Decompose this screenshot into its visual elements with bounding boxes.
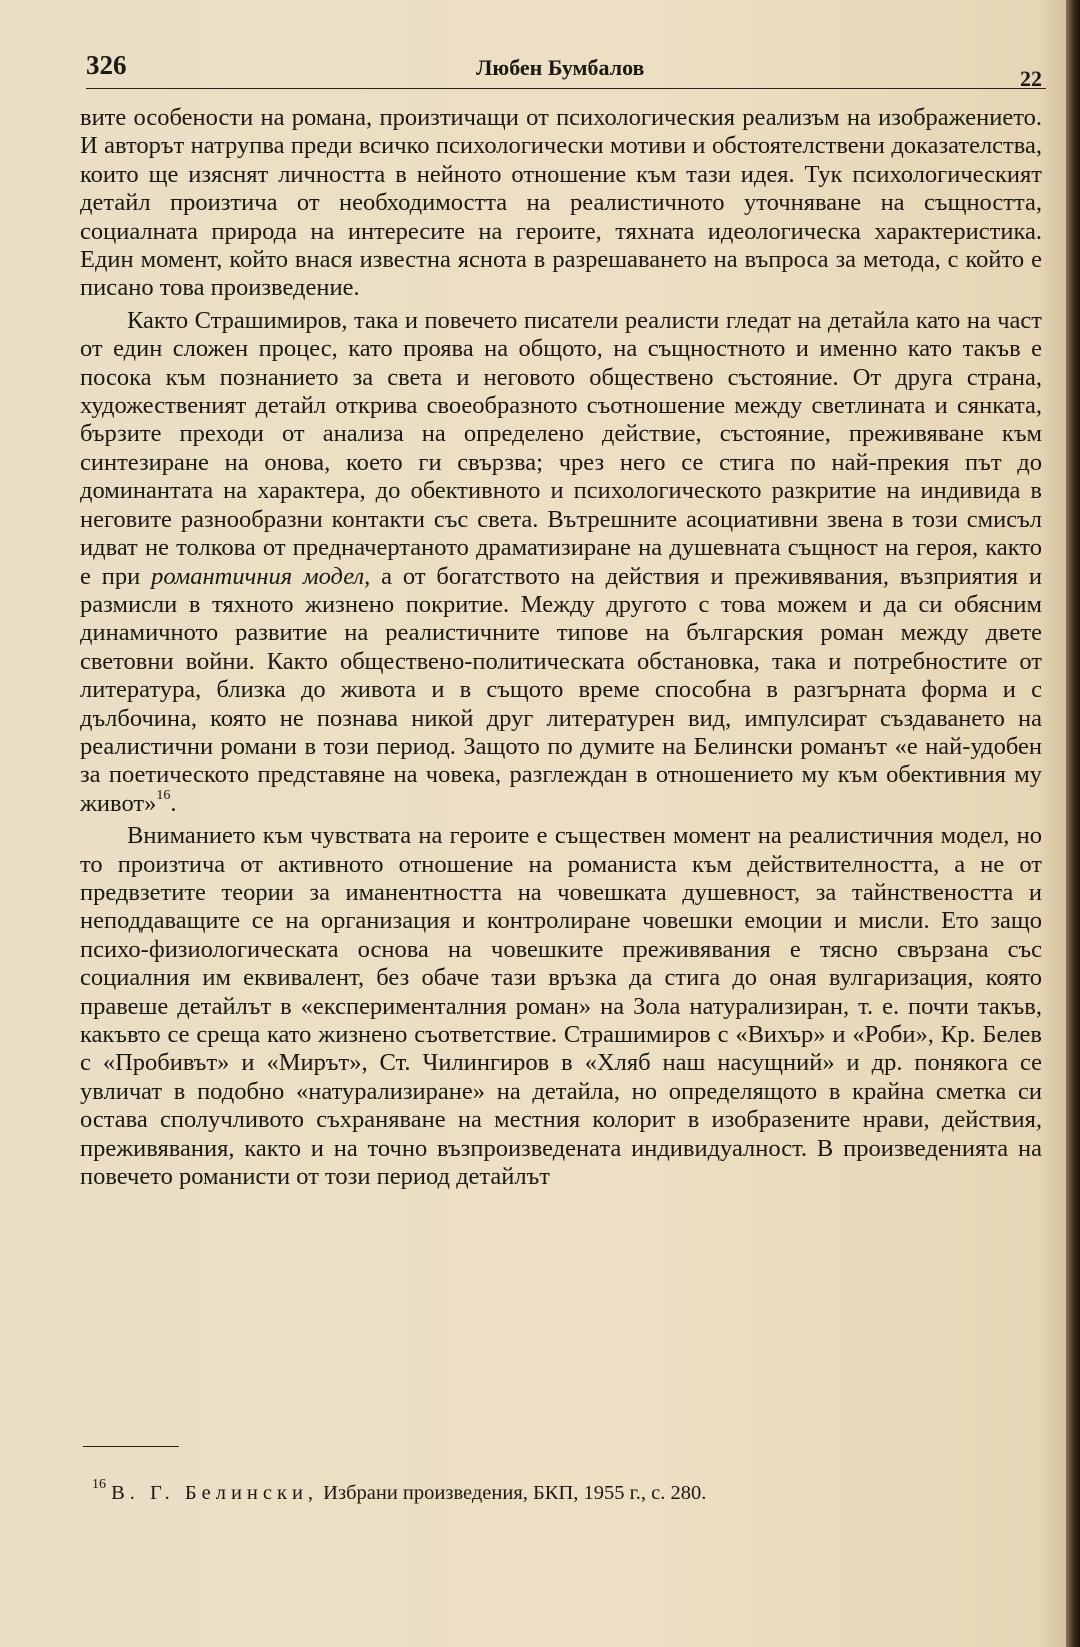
paragraph-3: Вниманието към чувствата на героите е съществен момент на реалистичния модел, но то произтича от активното отношение на романиста към действителността, а не от предвзетите теории за иманентността на човешката душевност, за тайнствеността и неподдаващите се на организация и контролиране човешки емоции и мисли. Ето защо психо-физиологическата основа на човешките преживявания е тясно свързана със социалния им еквивалент, без обаче тази връзка да стига до оная вулгаризация, която правеше детайлът в «експерименталния роман» на Зола натурализиран, т. е. почти такъв, какъвто се среща като жизнено съответствие. Страшимиров с «Вихър» и «Роби», Кр. Белев с «Пробивът» и «Мирът», Ст. Чилингиров в «Хляб наш насущний» и др. понякога се увличат в подобно «натурализиране» на детайла, но определящото в крайна сметка си остава сполучливото съхраняване на местния колорит в изобразените нрави, действия, преживявания, както и на точно възпроизведената индивидуалност. В произведенията на повечето романисти от този период детайлът bbox=[80, 822, 1042, 1191]
italic-term: романтичния модел, bbox=[151, 562, 371, 590]
main-text bbox=[80, 104, 1042, 1195]
page-edge-shadow bbox=[1066, 0, 1080, 1647]
paragraph-2-end: . bbox=[170, 789, 177, 817]
running-head: Любен Бумбалов bbox=[476, 55, 645, 80]
page-number: 326 bbox=[86, 50, 127, 80]
paragraph-2 bbox=[80, 307, 1042, 818]
paragraph-1: вите особености на романа, произтичащи от психологическия реализъм на изображението. И авторът натрупва преди всичко психологически мотиви и обстоятелствени доказателства, които ще изяснят личността в нейното отношение към тази идея. Тук психологическият детайл произтича от необходимостта на реалистичното уточняване на същността, социалната природа на интересите на героите, тяхната идеологическа характеристика. Един момент, който внася известна яснота в разрешаването на въпроса за метода, с който е писано това произведение. bbox=[80, 104, 1042, 302]
edge-page-number: 22 bbox=[1020, 66, 1042, 91]
footnote-rule bbox=[83, 1446, 179, 1447]
header-rule bbox=[86, 88, 1046, 89]
footnote-marker: 16 bbox=[92, 1477, 106, 1493]
footnote-text: Избрани произведения, БКП, 1955 г., с. 280. bbox=[318, 1482, 707, 1504]
paragraph-2-part-b: а от богатството на действия и преживявания, възприятия и размисли в тяхното жизнено покритие. Между другото с това можем и да си обясним динамичното развитие на реалистичните типове на българския роман между двете световни войни. Както обществено-политическата обстановка, така и потребностите от литература, близка до живота и в същото време способна в разгърната форма и с дълбочина, която не познава никой друг литературен вид, импулсират създаването на реалистични романи в този период. Защото по думите на Белински романът «е най-удобен за поетическото представяне на човека, разглеждан в отношението му към обективния му живот» bbox=[80, 562, 1042, 817]
footnote bbox=[92, 1477, 992, 1506]
page-header bbox=[86, 50, 1046, 90]
paragraph-2-part-a: Както Страшимиров, така и повечето писатели реалисти гледат на детайла като на част от един сложен процес, като проява на общото, на същностното и именно като такъв е посока към познанието за света и неговото обществено състояние. От друга страна, художественият детайл открива своеобразното съотношение между светлината и сянката, бързите преходи от анализа на определено действие, състояние, преживяване към синтезиране на онова, което ги свързва; чрез него се стига по най-прекия път до доминантата на характера, до обективното и психологическото разкритие на индивида в неговите разнообразни контакти със света. Вътрешните асоциативни звена в този смисъл идват не толкова от предначертаното драматизиране на душевната същност на героя, както е при bbox=[80, 306, 1042, 590]
footnote-reference: 16 bbox=[156, 787, 171, 803]
footnote-author: В. Г. Белински, bbox=[111, 1482, 319, 1504]
